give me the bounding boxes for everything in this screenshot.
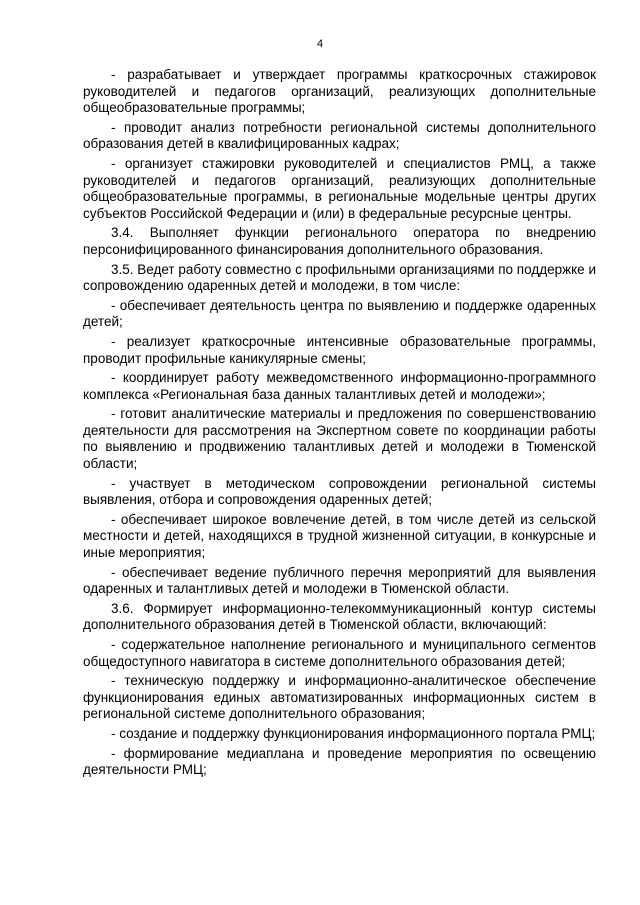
- paragraph-expert-council-materials: - готовит аналитические материалы и предложения по совершенствованию деятельности для рассмотрения на Экспертном совете по координации работы по выявлению и продвижению талантливых детей и молодежи в Тюменской области;: [83, 406, 596, 472]
- paragraph-gifted-center: - обеспечивает деятельность центра по выявлению и поддержке одаренных детей;: [83, 297, 596, 330]
- paragraph-staffing-needs-analysis: - проводит анализ потребности региональной системы дополнительного образования детей в квалифицированных кадрах;: [83, 119, 596, 152]
- document-body: [83, 67, 596, 782]
- paragraph-media-plan: - формирование медиаплана и проведение мероприятия по освещению деятельности РМЦ;: [83, 745, 596, 778]
- page-number: 4: [316, 38, 324, 50]
- paragraph-technical-support: - техническую поддержку и информационно-аналитическое обеспечение функционирования единых автоматизированных информационных систем в региональной системе дополнительного образования;: [83, 673, 596, 722]
- paragraph-talent-database: - координирует работу межведомственного информационно-программного комплекса «Региональная база данных талантливых детей и молодежи»;: [83, 370, 596, 402]
- paragraph-public-events-list: - обеспечивает ведение публичного перечня мероприятий для выявления одаренных и талантливых детей и молодежи в Тюменской области.: [83, 564, 596, 597]
- paragraph-section-3-5: 3.5. Ведет работу совместно с профильными организациями по поддержке и сопровождению одаренных детей и молодежи, в том числе:: [83, 261, 596, 294]
- paragraph-broad-involvement: - обеспечивает широкое вовлечение детей, в том числе детей из сельской местности и детей, находящихся в трудной жизненной ситуации, в конкурсные и иные мероприятия;: [83, 511, 596, 561]
- paragraph-section-3-6: 3.6. Формирует информационно-телекоммуникационный контур системы дополнительного образования детей в Тюменской области, включающий:: [83, 600, 596, 633]
- paragraph-portal-support: - создание и поддержку функционирования информационного портала РМЦ;: [111, 725, 596, 741]
- paragraph-methodical-support: - участвует в методическом сопровождении региональной системы выявления, отбора и сопровождения одаренных детей;: [83, 475, 596, 508]
- paragraph-staff-internship-programs: - разрабатывает и утверждает программы краткосрочных стажировок руководителей и педагогов организаций, реализующих дополнительные общеобразовательные программы;: [83, 67, 596, 116]
- paragraph-section-3-4: 3.4. Выполняет функции регионального оператора по внедрению персонифицированного финансирования дополнительного образования.: [83, 225, 596, 257]
- paragraph-organize-internships: - организует стажировки руководителей и специалистов РМЦ, а также руководителей и педагогов организаций, реализующих дополнительные общеобразовательные программы, в региональные модельные центры других субъектов Российской Федерации и (или) в федеральные ресурсные центры.: [83, 155, 596, 221]
- paragraph-navigator-content: - содержательное наполнение регионального и муниципального сегментов общедоступного навигатора в системе дополнительного образования детей;: [83, 637, 596, 669]
- paragraph-intensive-programs: - реализует краткосрочные интенсивные образовательные программы, проводит профильные каникулярные смены;: [83, 333, 596, 366]
